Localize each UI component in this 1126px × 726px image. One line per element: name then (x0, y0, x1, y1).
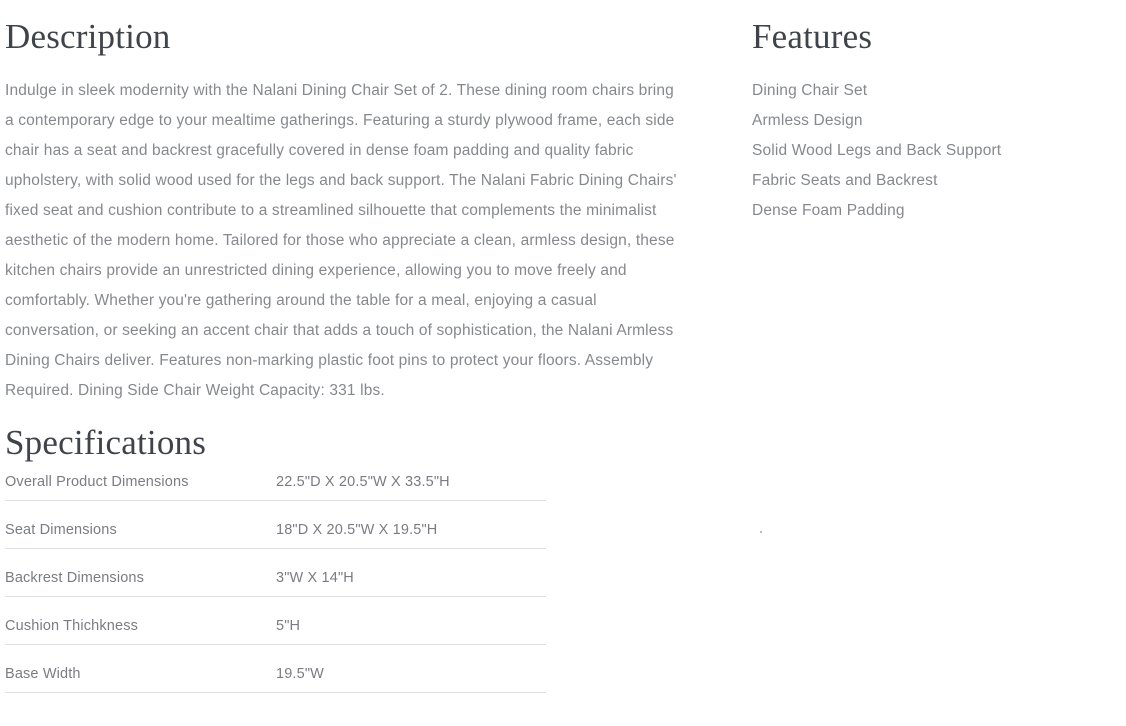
stray-dot (760, 531, 762, 533)
feature-item: Dense Foam Padding (752, 202, 905, 219)
feature-item: Dining Chair Set (752, 82, 868, 99)
description-and-specs-column (5, 0, 683, 693)
spec-value: 19.5"W (276, 666, 324, 682)
spec-value: 5"H (276, 618, 301, 634)
spec-label: Seat Dimensions (5, 522, 117, 538)
spec-label: Base Width (5, 666, 81, 682)
features-heading: Features (752, 17, 873, 56)
feature-item: Solid Wood Legs and Back Support (752, 142, 1002, 159)
feature-item: Fabric Seats and Backrest (752, 172, 938, 189)
spec-value: 22.5"D X 20.5"W X 33.5"H (276, 474, 450, 490)
spec-row (5, 464, 546, 501)
specifications-table (5, 464, 546, 693)
spec-label: Cushion Thichkness (5, 618, 139, 634)
spec-label: Backrest Dimensions (5, 570, 145, 586)
spec-row (5, 501, 546, 549)
features-list (752, 76, 1092, 226)
spec-value: 3"W X 14"H (276, 570, 354, 586)
feature-item: Armless Design (752, 112, 863, 129)
spec-value: 18"D X 20.5"W X 19.5"H (276, 522, 438, 538)
spec-row (5, 597, 546, 645)
description-heading: Description (5, 17, 171, 56)
spec-label: Overall Product Dimensions (5, 474, 189, 490)
features-column (752, 0, 1092, 226)
spec-row (5, 645, 546, 693)
spec-row (5, 549, 546, 597)
description-body: Indulge in sleek modernity with the Nalani Dining Chair Set of 2. These dining room chairs bring a contemporary edge to your mealtime gatherings. Featuring a sturdy plywood frame, each side chair has a seat and backrest gracefully covered in dense foam padding and quality fabric upholstery, with solid wood used for the legs and back support. The Nalani Fabric Dining Chairs' fixed seat and cushion contribute to a streamlined silhouette that complements the minimalist aesthetic of the modern home. Tailored for those who appreciate a clean, armless design, these kitchen chairs provide an unrestricted dining experience, allowing you to move freely and comfortably. Whether you're gathering around the table for a meal, enjoying a casual conversation, or seeking an accent chair that adds a touch of sophistication, the Nalani Armless Dining Chairs deliver. Features non-marking plastic foot pins to protect your floors. Assembly Required. Dining Side Chair Weight Capacity: 331 lbs. (5, 82, 677, 399)
specifications-heading: Specifications (5, 423, 207, 462)
